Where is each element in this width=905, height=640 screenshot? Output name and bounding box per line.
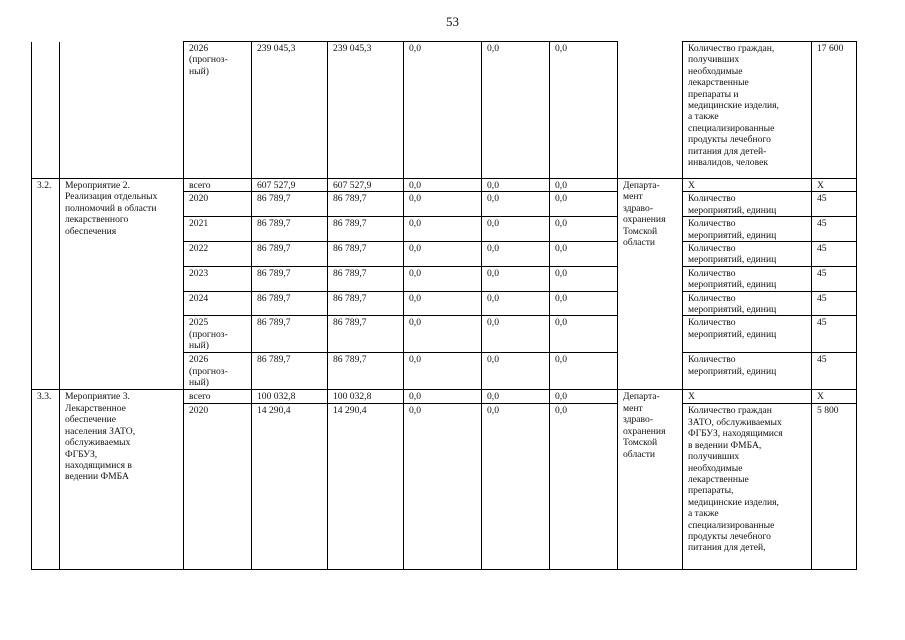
target-value-cell: 45 <box>812 242 857 267</box>
regional-budget-cell: 100 032,8 <box>328 390 404 404</box>
funding-cell: 0,0 <box>482 390 550 404</box>
year-cell: 2026 (прогноз- ный) <box>184 42 252 179</box>
department-cell <box>618 42 683 179</box>
funding-cell: 0,0 <box>482 404 550 570</box>
target-value-cell: Х <box>812 390 857 404</box>
target-value-cell: Х <box>812 179 857 192</box>
regional-budget-cell: 86 789,7 <box>328 353 404 390</box>
department-cell: Департа- мент здраво- охранения Томской области <box>618 179 683 390</box>
year-cell: всего <box>184 179 252 192</box>
funding-cell: 0,0 <box>404 353 482 390</box>
funding-cell: 0,0 <box>404 266 482 291</box>
target-value-cell: 45 <box>812 353 857 390</box>
funding-cell: 0,0 <box>404 242 482 267</box>
funding-cell: 0,0 <box>550 404 618 570</box>
year-cell: 2021 <box>184 217 252 242</box>
indicator-cell: Количество мероприятий, единиц <box>683 266 812 291</box>
regional-budget-cell: 86 789,7 <box>328 192 404 217</box>
funding-cell: 0,0 <box>404 390 482 404</box>
target-value-cell: 45 <box>812 291 857 316</box>
measure-name-cell: Мероприятие 2. Реализация отдельных полномочий в области лекарственного обеспечения <box>60 179 184 390</box>
indicator-cell: Количество мероприятий, единиц <box>683 316 812 353</box>
regional-budget-cell: 86 789,7 <box>328 266 404 291</box>
year-cell: 2020 <box>184 192 252 217</box>
total-cell: 86 789,7 <box>252 291 328 316</box>
indicator-cell: Количество мероприятий, единиц <box>683 242 812 267</box>
table-row <box>32 179 857 192</box>
funding-cell: 0,0 <box>404 291 482 316</box>
total-cell: 239 045,3 <box>252 42 328 179</box>
indicator-cell: Количество граждан, получивших необходимые лекарственные препараты и медицинские изделия, а также специализированные продукты лечебного питания для детей- инвалидов, человек <box>683 42 812 179</box>
funding-cell: 0,0 <box>404 179 482 192</box>
funding-cell: 0,0 <box>482 353 550 390</box>
funding-cell: 0,0 <box>550 291 618 316</box>
total-cell: 14 290,4 <box>252 404 328 570</box>
target-value-cell: 45 <box>812 266 857 291</box>
year-cell: всего <box>184 390 252 404</box>
funding-cell: 0,0 <box>404 42 482 179</box>
year-cell: 2026 (прогноз- ный) <box>184 353 252 390</box>
indicator-cell: Х <box>683 390 812 404</box>
funding-cell: 0,0 <box>404 404 482 570</box>
department-cell: Департа- мент здраво- охранения Томской области <box>618 390 683 570</box>
year-cell: 2025 (прогноз- ный) <box>184 316 252 353</box>
total-cell: 86 789,7 <box>252 242 328 267</box>
regional-budget-cell: 86 789,7 <box>328 316 404 353</box>
regional-budget-cell: 607 527,9 <box>328 179 404 192</box>
year-cell: 2020 <box>184 404 252 570</box>
indicator-cell: Количество мероприятий, единиц <box>683 192 812 217</box>
number-cell <box>32 42 60 179</box>
target-value-cell: 5 800 <box>812 404 857 570</box>
table-body <box>32 42 857 570</box>
measures-table <box>31 41 857 570</box>
measure-name-cell: Мероприятие 3. Лекарственное обеспечение населения ЗАТО, обслуживаемых ФГБУЗ, находящимися в ведении ФМБА <box>60 390 184 570</box>
table-row <box>32 42 857 179</box>
regional-budget-cell: 86 789,7 <box>328 291 404 316</box>
regional-budget-cell: 86 789,7 <box>328 217 404 242</box>
funding-cell: 0,0 <box>550 217 618 242</box>
funding-cell: 0,0 <box>482 242 550 267</box>
indicator-cell: Количество мероприятий, единиц <box>683 291 812 316</box>
total-cell: 607 527,9 <box>252 179 328 192</box>
funding-cell: 0,0 <box>550 179 618 192</box>
funding-cell: 0,0 <box>550 192 618 217</box>
funding-cell: 0,0 <box>482 179 550 192</box>
target-value-cell: 45 <box>812 217 857 242</box>
funding-cell: 0,0 <box>550 316 618 353</box>
measure-name-cell <box>60 42 184 179</box>
funding-cell: 0,0 <box>482 316 550 353</box>
funding-cell: 0,0 <box>550 242 618 267</box>
target-value-cell: 45 <box>812 316 857 353</box>
page-number: 53 <box>446 14 459 29</box>
regional-budget-cell: 239 045,3 <box>328 42 404 179</box>
total-cell: 86 789,7 <box>252 192 328 217</box>
indicator-cell: Х <box>683 179 812 192</box>
funding-cell: 0,0 <box>404 316 482 353</box>
year-cell: 2023 <box>184 266 252 291</box>
funding-cell: 0,0 <box>482 266 550 291</box>
funding-cell: 0,0 <box>550 353 618 390</box>
total-cell: 86 789,7 <box>252 266 328 291</box>
regional-budget-cell: 14 290,4 <box>328 404 404 570</box>
number-cell: 3.2. <box>32 179 60 390</box>
funding-cell: 0,0 <box>550 42 618 179</box>
target-value-cell: 45 <box>812 192 857 217</box>
target-value-cell: 17 600 <box>812 42 857 179</box>
table-row <box>32 390 857 404</box>
funding-cell: 0,0 <box>482 291 550 316</box>
funding-cell: 0,0 <box>404 217 482 242</box>
indicator-cell: Количество мероприятий, единиц <box>683 353 812 390</box>
total-cell: 86 789,7 <box>252 316 328 353</box>
funding-cell: 0,0 <box>404 192 482 217</box>
regional-budget-cell: 86 789,7 <box>328 242 404 267</box>
funding-cell: 0,0 <box>482 192 550 217</box>
year-cell: 2022 <box>184 242 252 267</box>
funding-cell: 0,0 <box>482 42 550 179</box>
indicator-cell: Количество мероприятий, единиц <box>683 217 812 242</box>
funding-cell: 0,0 <box>550 390 618 404</box>
total-cell: 100 032,8 <box>252 390 328 404</box>
funding-cell: 0,0 <box>550 266 618 291</box>
funding-cell: 0,0 <box>482 217 550 242</box>
total-cell: 86 789,7 <box>252 353 328 390</box>
year-cell: 2024 <box>184 291 252 316</box>
number-cell: 3.3. <box>32 390 60 570</box>
indicator-cell: Количество граждан ЗАТО, обслуживаемых ФГБУЗ, находящимися в ведении ФМБА, получивших необходимые лекарственные препараты, медицинские изделия, а также специализированные продукты лечебного питания для детей, <box>683 404 812 570</box>
total-cell: 86 789,7 <box>252 217 328 242</box>
